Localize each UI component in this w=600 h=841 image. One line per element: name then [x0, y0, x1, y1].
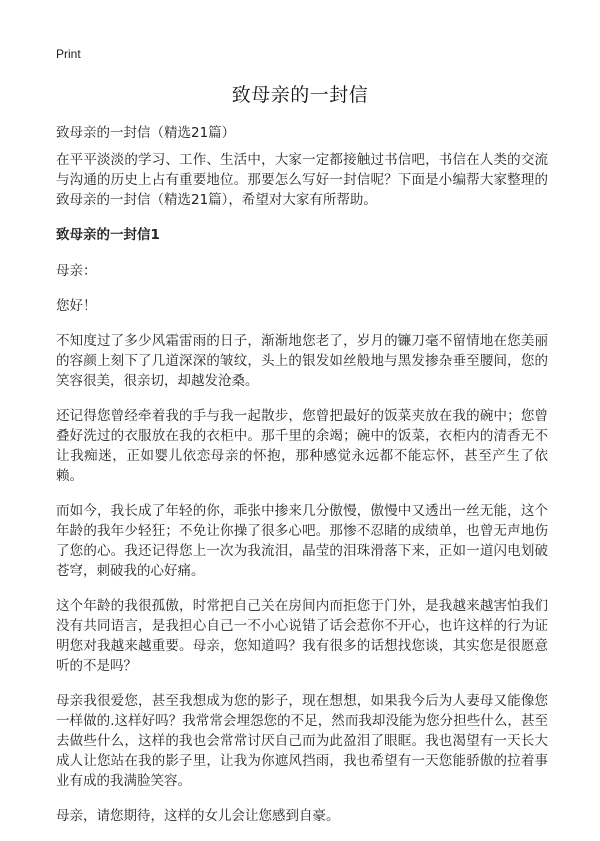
greeting: 您好！	[56, 298, 97, 314]
body-paragraph: 母亲，请您期待，这样的女儿会让您感到自豪。	[56, 808, 340, 824]
section-heading: 致母亲的一封信1	[56, 227, 160, 243]
intro-paragraph: 在平平淡淡的学习、工作、生活中，大家一定都接触过书信吧，书信在人类的交流与沟通的历史上占有重要地位。那要怎么写好一封信呢？下面是小编帮大家整理的致母亲的一封信（精选21篇），希望对大家有所帮助。	[56, 152, 548, 208]
salutation: 母亲：	[56, 263, 97, 279]
body-paragraph: 不知度过了多少风霜雷雨的日子，渐渐地您老了，岁月的镰刀毫不留情地在您美丽的容颜上刻下了几道深深的皱纹，头上的银发如丝般地与黑发掺杂垂至腰间，您的笑容很美，很亲切，却越发沧桑。	[56, 333, 548, 389]
body-paragraph: 母亲我很爱您，甚至我想成为您的影子，现在想想，如果我今后为人妻母又能像您一样做的.这样好吗？我常常会埋怨您的不足，然而我却没能为您分担些什么，甚至去做些什么，这样的我也会常常讨厌自己而为此盈泪了眼眶。我也渴望有一天长大成人让您站在我的影子里，让我为你遮风挡雨，我也希望有一天您能骄傲的拉着事业有成的我满脸笑容。	[56, 693, 548, 789]
document-subtitle: 致母亲的一封信（精选21篇）	[56, 125, 236, 141]
body-paragraph: 这个年龄的我很孤傲，时常把自己关在房间内而拒您于门外，是我越来越害怕我们没有共同语言，是我担心自己一不小心说错了话会惹你不开心，也许这样的行为证明您对我越来越重要。母亲，您知道吗？我有很多的话想找您谈，其实您是很愿意听的不是吗？	[56, 598, 548, 674]
body-paragraph: 而如今，我长成了年轻的你，乖张中掺来几分傲慢，傲慢中又透出一丝无能，这个年龄的我年少轻狂；不免让你操了很多心吧。那惨不忍睹的成绩单，也曾无声地伤了您的心。我还记得您上一次为我流泪，晶莹的泪珠滑落下来，正如一道闪电划破苍穹，刺破我的心好痛。	[56, 503, 548, 579]
article-body	[56, 150, 548, 841]
print-link[interactable]: Print	[56, 47, 81, 61]
page-title: 致母亲的一封信	[231, 84, 369, 106]
body-paragraph: 还记得您曾经牵着我的手与我一起散步，您曾把最好的饭菜夹放在我的碗中；您曾叠好洗过的衣服放在我的衣柜中。那千里的余竭；碗中的饭菜，衣柜内的清香无不让我痴迷，正如婴儿依恋母亲的怀抱，那种感觉永远都不能忘怀，甚至产生了依赖。	[56, 408, 548, 484]
